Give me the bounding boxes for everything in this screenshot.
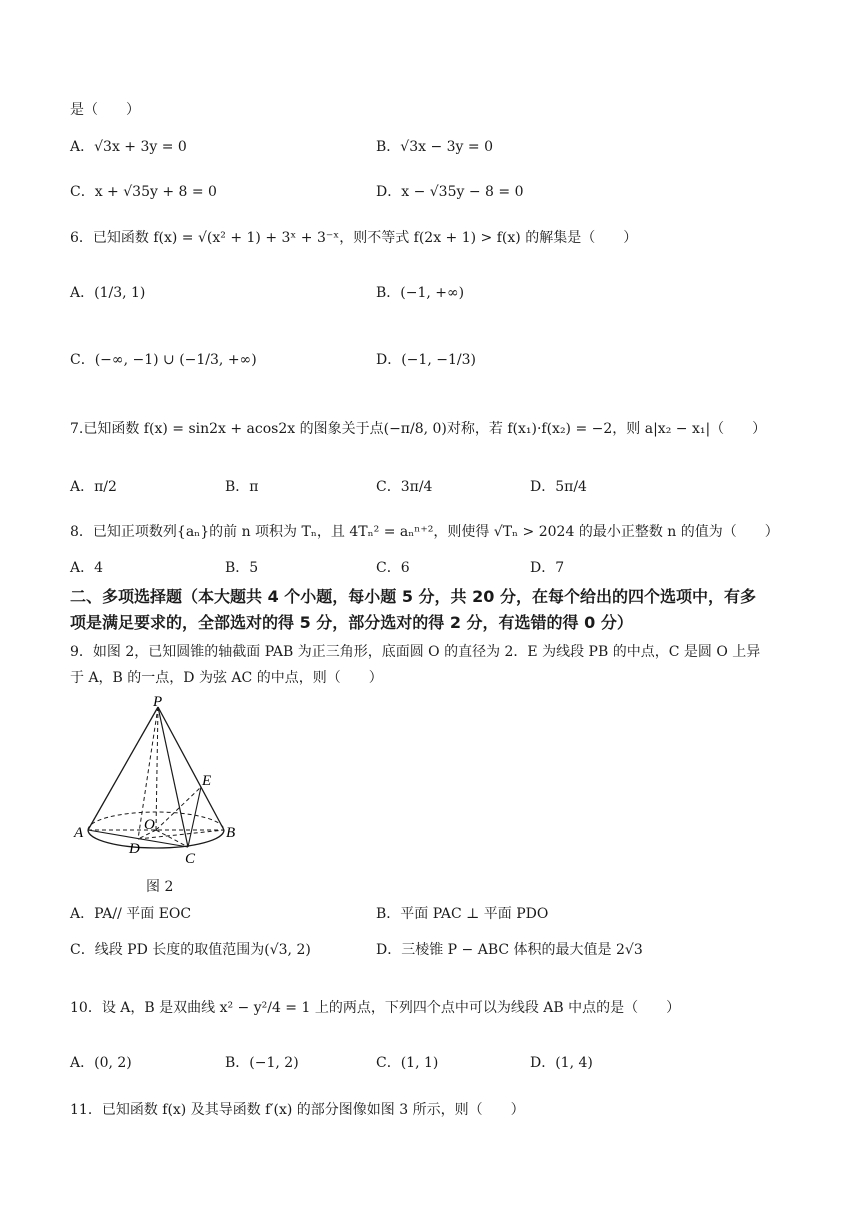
q9-option-d: D．三棱锥 P − ABC 体积的最大值是 2√3 [376, 942, 643, 958]
q9-stem-line2: 于 A，B 的一点，D 为弦 AC 的中点，则（ ） [70, 670, 383, 686]
q8-option-a: A．4 [70, 560, 104, 576]
q9-stem-line1: 9．如图 2，已知圆锥的轴截面 PAB 为正三角形，底面圆 O 的直径为 2．E 为线段 PB 的中点，C 是圆 O 上异 [70, 644, 761, 660]
edge-PA [88, 707, 158, 830]
label-A: A [74, 825, 84, 841]
q5-option-d: D．x − √35y − 8 = 0 [376, 184, 524, 200]
q7-option-a: A．π/2 [70, 479, 117, 495]
label-P: P [153, 695, 163, 710]
q8-option-c: C．6 [376, 560, 410, 576]
q5-option-b: B．√3x − 3y = 0 [376, 139, 493, 155]
label-C: C [185, 851, 196, 867]
q7-stem: 7.已知函数 f(x) = sin2x + acos2x 的图象关于点(−π/8, 0)对称，若 f(x₁)·f(x₂) = −2，则 a|x₂ − x₁|（ ） [70, 421, 767, 437]
q10-option-a: A．(0, 2) [70, 1055, 132, 1071]
q9-option-c: C．线段 PD 长度的取值范围为(√3, 2) [70, 942, 311, 958]
label-B: B [226, 825, 236, 841]
q8-option-d: D．7 [530, 560, 565, 576]
label-O: O [144, 817, 155, 833]
q5-option-c: C．x + √35y + 8 = 0 [70, 184, 217, 200]
edge-PC [158, 707, 188, 847]
q7-option-d: D．5π/4 [530, 479, 587, 495]
q7-option-c: C．3π/4 [376, 479, 433, 495]
q8-stem: 8．已知正项数列{aₙ}的前 n 项积为 Tₙ，且 4Tₙ² = aₙⁿ⁺²，则使得 √Tₙ > 2024 的最小正整数 n 的值为（ ） [70, 524, 779, 540]
q5-tail: 是（ ） [70, 102, 140, 118]
q9-option-a: A．PA// 平面 EOC [70, 906, 192, 922]
segment-EC [188, 787, 201, 847]
q6-option-d: D．(−1, −1/3) [376, 352, 476, 368]
q7-option-b: B．π [225, 479, 259, 495]
q6-option-a: A．(1/3, 1) [70, 285, 146, 301]
q6-option-b: B．(−1, +∞) [376, 285, 465, 301]
figure-2-caption: 图 2 [146, 879, 174, 895]
edge-PB [158, 707, 224, 830]
q5-option-a: A．√3x + 3y = 0 [70, 139, 187, 155]
q10-option-d: D．(1, 4) [530, 1055, 593, 1071]
q10-stem: 10．设 A，B 是双曲线 x² − y²/4 = 1 上的两点，下列四个点中可以为线段 AB 中点的是（ ） [70, 1000, 681, 1016]
section2-heading-line2: 项是满足要求的，全部选对的得 5 分，部分选对的得 2 分，有选错的得 0 分） [70, 613, 633, 632]
segment-OE [156, 787, 201, 830]
q6-option-c: C．(−∞, −1) ∪ (−1/3, +∞) [70, 352, 257, 368]
q9-option-b: B．平面 PAC ⊥ 平面 PDO [376, 906, 549, 922]
section2-heading-line1: 二、多项选择题（本大题共 4 个小题，每小题 5 分，共 20 分，在每个给出的四个选项中，有多 [70, 587, 756, 606]
base-ellipse-front [88, 830, 224, 848]
q11-stem: 11．已知函数 f(x) 及其导函数 f′(x) 的部分图像如图 3 所示，则（ ） [70, 1102, 525, 1118]
q10-option-b: B．(−1, 2) [225, 1055, 299, 1071]
label-E: E [202, 773, 212, 789]
q8-option-b: B．5 [225, 560, 259, 576]
q10-option-c: C．(1, 1) [376, 1055, 439, 1071]
q6-stem: 6．已知函数 f(x) = √(x² + 1) + 3ˣ + 3⁻ˣ，则不等式 f(2x + 1) > f(x) 的解集是（ ） [70, 230, 638, 246]
label-D: D [129, 841, 140, 857]
cone-figure [70, 695, 250, 870]
